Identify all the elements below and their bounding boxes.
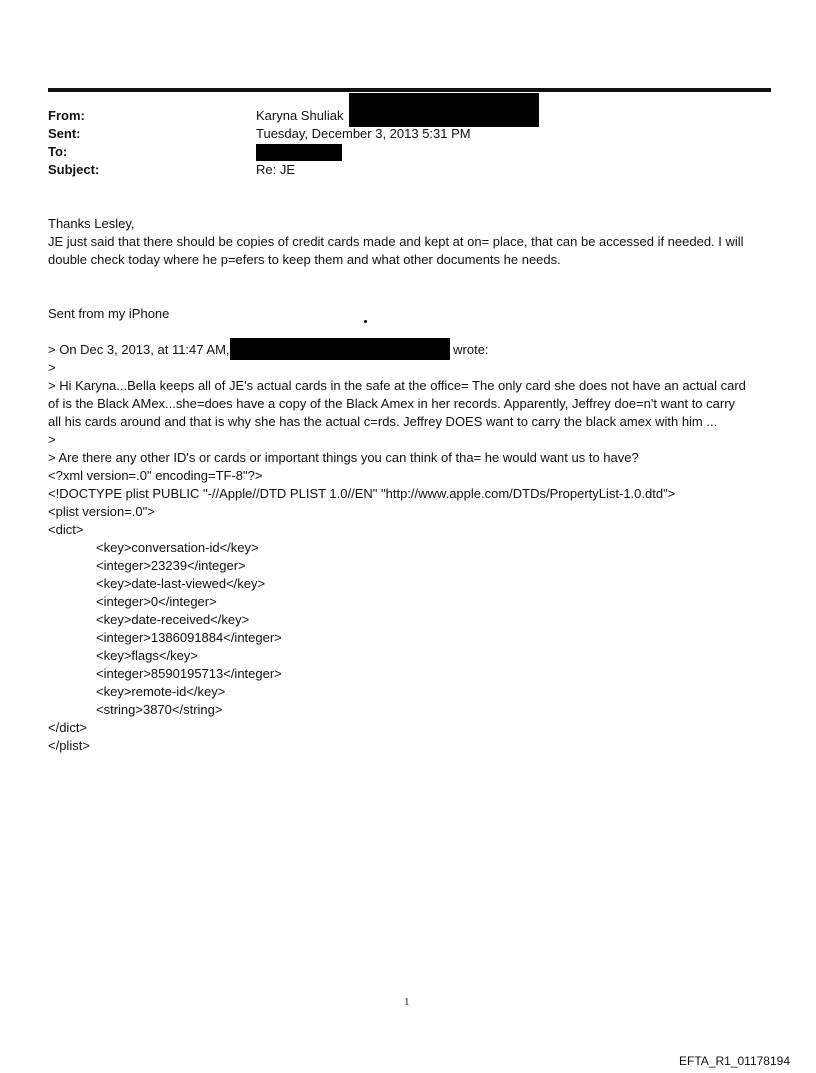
from-label: From: — [48, 108, 85, 123]
redaction-to — [256, 144, 342, 161]
plist-open: <plist version=.0"> — [48, 504, 155, 519]
plist-dict-open: <dict> — [48, 522, 84, 537]
quoted-intro-suffix: wrote: — [453, 342, 489, 357]
sent-value: Tuesday, December 3, 2013 5:31 PM — [256, 126, 471, 141]
sent-label: Sent: — [48, 126, 81, 141]
body-line-2: double check today where he p=efers to keep them and what other documents he needs. — [48, 252, 561, 267]
redaction-from-email — [349, 93, 539, 127]
subject-value: Re: JE — [256, 162, 296, 177]
plist-entry: <key>date-received</key> — [96, 612, 250, 627]
quoted-blank-2: > — [48, 432, 56, 447]
quoted-p1-line-2: of is the Black AMex...she=does have a copy of the Black Amex in her records. Apparently, Jeffrey doe=n't want to carry — [48, 396, 736, 411]
body-signature: Sent from my iPhone — [48, 306, 170, 321]
plist-entry: <integer>1386091884</integer> — [96, 630, 282, 645]
redaction-quoted-sender — [230, 338, 450, 360]
to-value — [256, 143, 342, 161]
from-value — [256, 107, 539, 127]
plist-doctype: <!DOCTYPE plist PUBLIC "-//Apple//DTD PLIST 1.0//EN" "http://www.apple.com/DTDs/PropertyList-1.0.dtd"> — [48, 486, 676, 501]
plist-entry: <key>conversation-id</key> — [96, 540, 259, 555]
quoted-p2-line-1: > Are there any other ID's or cards or important things you can think of tha= he would want us to have? — [48, 450, 639, 465]
page-number: 1 — [404, 996, 410, 1008]
subject-label: Subject: — [48, 162, 100, 177]
plist-entry: <integer>23239</integer> — [96, 558, 246, 573]
body-greeting: Thanks Lesley, — [48, 216, 135, 231]
stray-mark — [364, 320, 367, 323]
plist-xml-decl: <?xml version=.0" encoding=TF-8"?> — [48, 468, 263, 483]
plist-entry: <key>remote-id</key> — [96, 684, 226, 699]
plist-close: </plist> — [48, 738, 90, 753]
from-name: Karyna Shuliak — [256, 108, 344, 123]
plist-entry: <string>3870</string> — [96, 702, 223, 717]
quoted-intro — [48, 341, 773, 360]
plist-entry: <key>flags</key> — [96, 648, 198, 663]
header-rule — [48, 88, 771, 92]
plist-dict-close: </dict> — [48, 720, 88, 735]
quoted-p1-line-3: all his cards around and that is why she has the actual c=rds. Jeffrey DOES want to carry the black amex with him ... — [48, 414, 718, 429]
quoted-p1-line-1: > Hi Karyna...Bella keeps all of JE's actual cards in the safe at the office= The only card she does not have an actual card — [48, 378, 746, 393]
quoted-blank-1: > — [48, 360, 56, 375]
to-label: To: — [48, 144, 68, 159]
plist-entry: <integer>8590195713</integer> — [96, 666, 282, 681]
plist-entry: <integer>0</integer> — [96, 594, 217, 609]
quoted-intro-prefix: > On Dec 3, 2013, at 11:47 AM, — [48, 342, 230, 357]
body-line-1: JE just said that there should be copies of credit cards made and kept at on= place, that can be accessed if needed. I will — [48, 234, 744, 249]
bates-number: EFTA_R1_01178194 — [679, 1054, 790, 1068]
plist-entry: <key>date-last-viewed</key> — [96, 576, 266, 591]
